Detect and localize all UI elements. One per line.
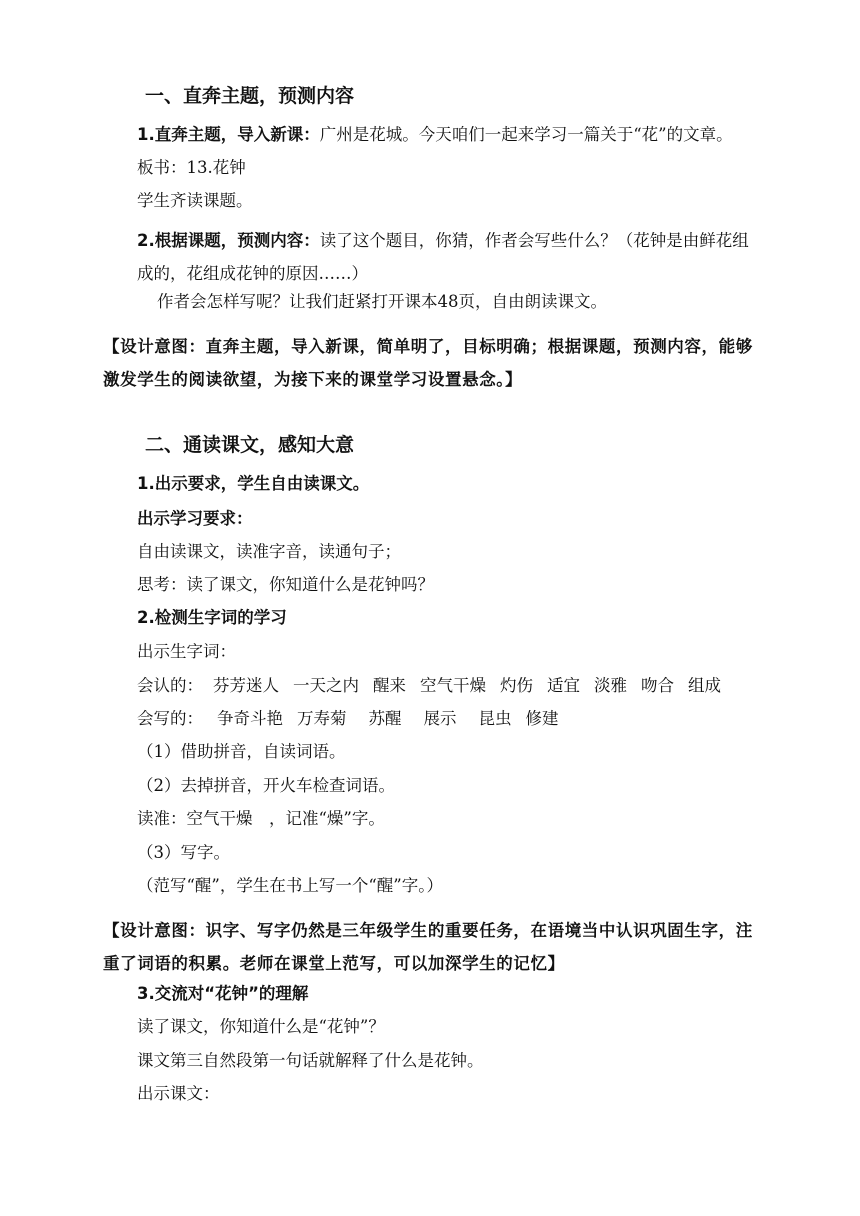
step-2-title: 2.检测生字词的学习 bbox=[137, 608, 287, 627]
word: 芬芳迷人 bbox=[213, 676, 279, 695]
intro-label: 1.直奔主题，导入新课： bbox=[137, 125, 320, 144]
word: 空气干燥 bbox=[420, 676, 486, 695]
predict-label: 2.根据课题，预测内容： bbox=[137, 231, 320, 250]
step-1-title: 1.出示要求，学生自由读课文。 bbox=[137, 474, 370, 493]
read-title-line: 学生齐读课题。 bbox=[137, 191, 253, 210]
word: 醒来 bbox=[373, 676, 406, 695]
predict-text: 读了这个题目，你猜，作者会写些什么？（花钟是由鲜花组成的，花组成花钟的原因……） bbox=[137, 231, 749, 283]
read-correct-line: 读准：空气干燥 ，记准“燥”字。 bbox=[137, 809, 385, 828]
word: 修建 bbox=[525, 709, 559, 728]
word: 淡雅 bbox=[594, 676, 627, 695]
write-label: 会写的： bbox=[137, 709, 203, 728]
step-pinyin: （1）借助拼音，自读词语。 bbox=[137, 742, 346, 761]
word: 昆虫 bbox=[478, 709, 512, 728]
show-text-line: 出示课文： bbox=[137, 1084, 220, 1103]
model-writing-line: （范写“醒”，学生在书上写一个“醒”字。） bbox=[137, 876, 443, 895]
write-words-row bbox=[137, 708, 573, 730]
section-2-heading: 二、通读课文，感知大意 bbox=[145, 434, 355, 456]
step-train: （2）去掉拼音，开火车检查词语。 bbox=[137, 776, 395, 795]
word: 适宜 bbox=[547, 676, 580, 695]
recognize-words-row bbox=[137, 675, 735, 697]
design-intent-1: 【设计意图：直奔主题，导入新课，简单明了，目标明确；根据课题，预测内容，能够激发学生的阅读欲望，为接下来的课堂学习设置悬念。】 bbox=[103, 337, 753, 389]
word: 组成 bbox=[688, 676, 721, 695]
question-line: 读了课文，你知道什么是“花钟”？ bbox=[137, 1017, 385, 1036]
design-intent-2: 【设计意图：识字、写字仍然是三年级学生的重要任务，在语境当中认识巩固生字，注重了词语的积累。老师在课堂上范写，可以加深学生的记忆】 bbox=[103, 921, 753, 973]
section-1-heading: 一、直奔主题，预测内容 bbox=[145, 85, 355, 107]
paragraph-intro bbox=[137, 124, 733, 146]
requirement-read: 自由读课文，读准字音，读通句子； bbox=[137, 542, 401, 561]
word: 苏醒 bbox=[368, 709, 402, 728]
step-write: （3）写字。 bbox=[137, 843, 230, 862]
recognize-label: 会认的： bbox=[137, 676, 203, 695]
step-3-title: 3.交流对“花钟”的理解 bbox=[137, 984, 309, 1003]
intro-text: 广州是花城。今天咱们一起来学习一篇关于“花”的文章。 bbox=[319, 125, 733, 144]
word: 吻合 bbox=[641, 676, 674, 695]
word: 灼伤 bbox=[500, 676, 533, 695]
blackboard-title: 板书：13.花钟 bbox=[137, 158, 246, 177]
paragraph-predict bbox=[137, 224, 760, 290]
explain-line: 课文第三自然段第一句话就解释了什么是花钟。 bbox=[137, 1051, 484, 1070]
word: 展示 bbox=[423, 709, 457, 728]
open-book-line: 作者会怎样写呢？让我们赶紧打开课本48页，自由朗读课文。 bbox=[157, 292, 607, 311]
show-words-label: 出示生字词： bbox=[137, 642, 236, 661]
requirements-label: 出示学习要求： bbox=[137, 509, 253, 528]
word: 万寿菊 bbox=[297, 709, 347, 728]
word: 争奇斗艳 bbox=[217, 709, 283, 728]
requirement-think: 思考：读了课文，你知道什么是花钟吗？ bbox=[137, 575, 434, 594]
word: 一天之内 bbox=[293, 676, 359, 695]
